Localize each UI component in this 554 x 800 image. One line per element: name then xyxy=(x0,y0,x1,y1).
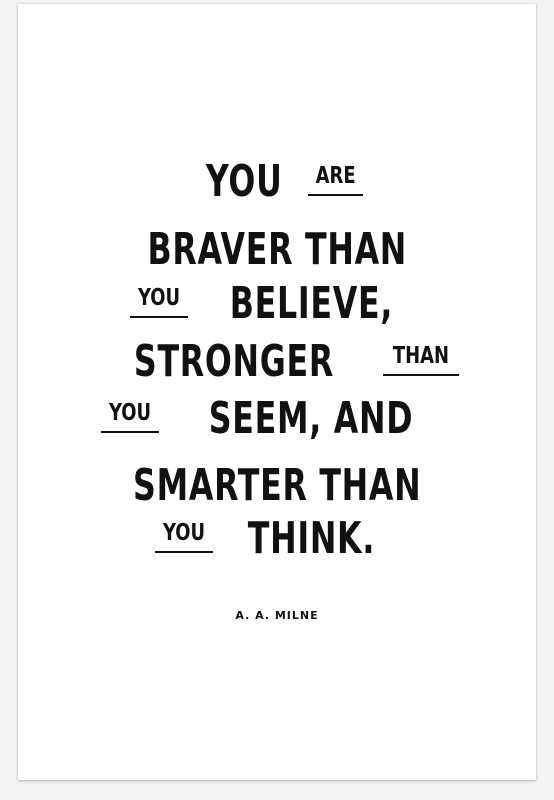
quote-line-6 xyxy=(0,460,554,511)
author-name: A. A. MILNE xyxy=(235,609,319,622)
quote-word: SEEM, AND xyxy=(208,393,414,444)
quote-line-3 xyxy=(0,278,554,329)
quote-line-7 xyxy=(0,513,554,564)
quote-word: SMARTER THAN xyxy=(132,460,422,511)
quote-small-word: YOU xyxy=(130,287,188,318)
quote-word: STRONGER xyxy=(133,336,335,387)
quote-small-word: YOU xyxy=(155,522,213,553)
quote-small-word: YOU xyxy=(101,402,159,433)
quote-small-word: THAN xyxy=(383,345,459,376)
quote-word: BRAVER THAN xyxy=(147,224,407,275)
quote-line-4 xyxy=(0,336,554,387)
quote-word: THINK. xyxy=(247,513,375,564)
quote-small-word: ARE xyxy=(308,165,363,196)
poster xyxy=(18,4,536,780)
quote-line-2 xyxy=(0,224,554,275)
quote-word: BELIEVE, xyxy=(229,278,393,329)
quote-line-1 xyxy=(0,156,554,207)
quote-word: YOU xyxy=(206,156,283,207)
quote-line-5 xyxy=(0,393,554,444)
